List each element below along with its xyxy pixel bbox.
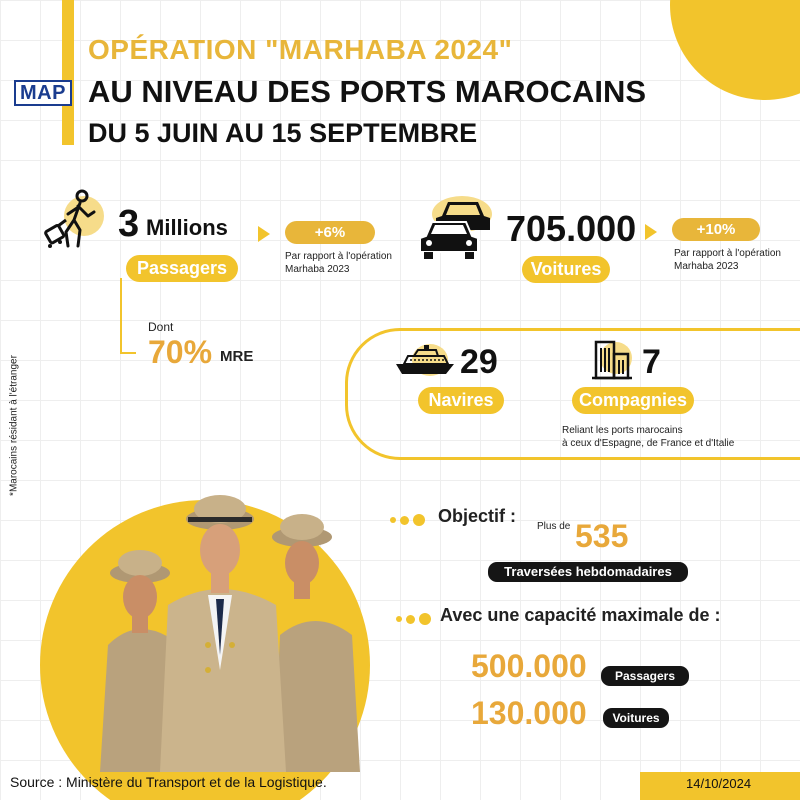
passengers-compare-1: Par rapport à l'opération — [285, 251, 392, 262]
objective-bullet — [390, 514, 425, 526]
passengers-number: 3 — [118, 203, 140, 245]
fleet-note-2: à ceux d'Espagne, de France et d'Italie — [562, 438, 735, 449]
companies-number: 7 — [642, 343, 661, 381]
capacity-bullet — [396, 613, 431, 625]
capacity-cars-label: Voitures — [603, 708, 669, 728]
objective-number: 535 — [575, 518, 629, 554]
title-line-2: AU NIVEAU DES PORTS MAROCAINS — [88, 74, 647, 109]
capacity-label: Avec une capacité maximale de : — [440, 605, 721, 625]
staff-photo — [90, 495, 370, 772]
cars-number: 705.000 — [506, 208, 637, 249]
cars-icon — [420, 194, 502, 260]
capacity-passengers-label: Passagers — [601, 666, 689, 686]
map-logo-text: MAP — [20, 81, 66, 104]
objective-unit: Traversées hebdomadaires — [488, 562, 688, 582]
side-footnote: *Marocains résidant à l'étranger — [8, 355, 20, 496]
ships-number: 29 — [460, 343, 498, 381]
ship-icon — [394, 342, 456, 378]
footer-date: 14/10/2024 — [686, 776, 752, 791]
companies-label: Compagnies — [572, 387, 694, 414]
objective-prefix: Plus de — [537, 521, 571, 532]
cars-compare-1: Par rapport à l'opération — [674, 248, 781, 259]
cars-compare-2: Marhaba 2023 — [674, 261, 739, 272]
objective-label: Objectif : — [438, 506, 517, 526]
passengers-label: Passagers — [126, 255, 238, 282]
passengers-change: +6% — [285, 221, 375, 244]
dont-label: Dont — [148, 320, 174, 334]
mre-percent: 70% — [148, 334, 213, 370]
traveler-luggage-icon — [44, 188, 108, 252]
header-accent-bar — [62, 0, 74, 145]
fleet-note-1: Reliant les ports marocains — [562, 425, 683, 436]
cars-change: +10% — [672, 218, 760, 241]
play-arrow-icon-2 — [645, 224, 657, 240]
corner-decoration — [670, 0, 800, 100]
passengers-compare-2: Marhaba 2023 — [285, 264, 350, 275]
cars-label: Voitures — [522, 256, 610, 283]
connector-line-h — [120, 352, 136, 354]
ships-label: Navires — [418, 387, 504, 414]
connector-line — [120, 278, 122, 353]
source-text: Source : Ministère du Transport et de la Logistique. — [10, 774, 327, 790]
buildings-icon — [590, 338, 634, 380]
capacity-cars-number: 130.000 — [471, 695, 587, 731]
passengers-unit: Millions — [146, 215, 228, 240]
title-line-1: OPÉRATION "MARHABA 2024" — [88, 34, 513, 65]
title-line-3: DU 5 JUIN AU 15 SEPTEMBRE — [88, 118, 478, 148]
capacity-passengers-number: 500.000 — [471, 648, 587, 684]
mre-label: MRE — [220, 348, 254, 365]
map-logo — [14, 80, 72, 106]
play-arrow-icon — [258, 226, 270, 242]
